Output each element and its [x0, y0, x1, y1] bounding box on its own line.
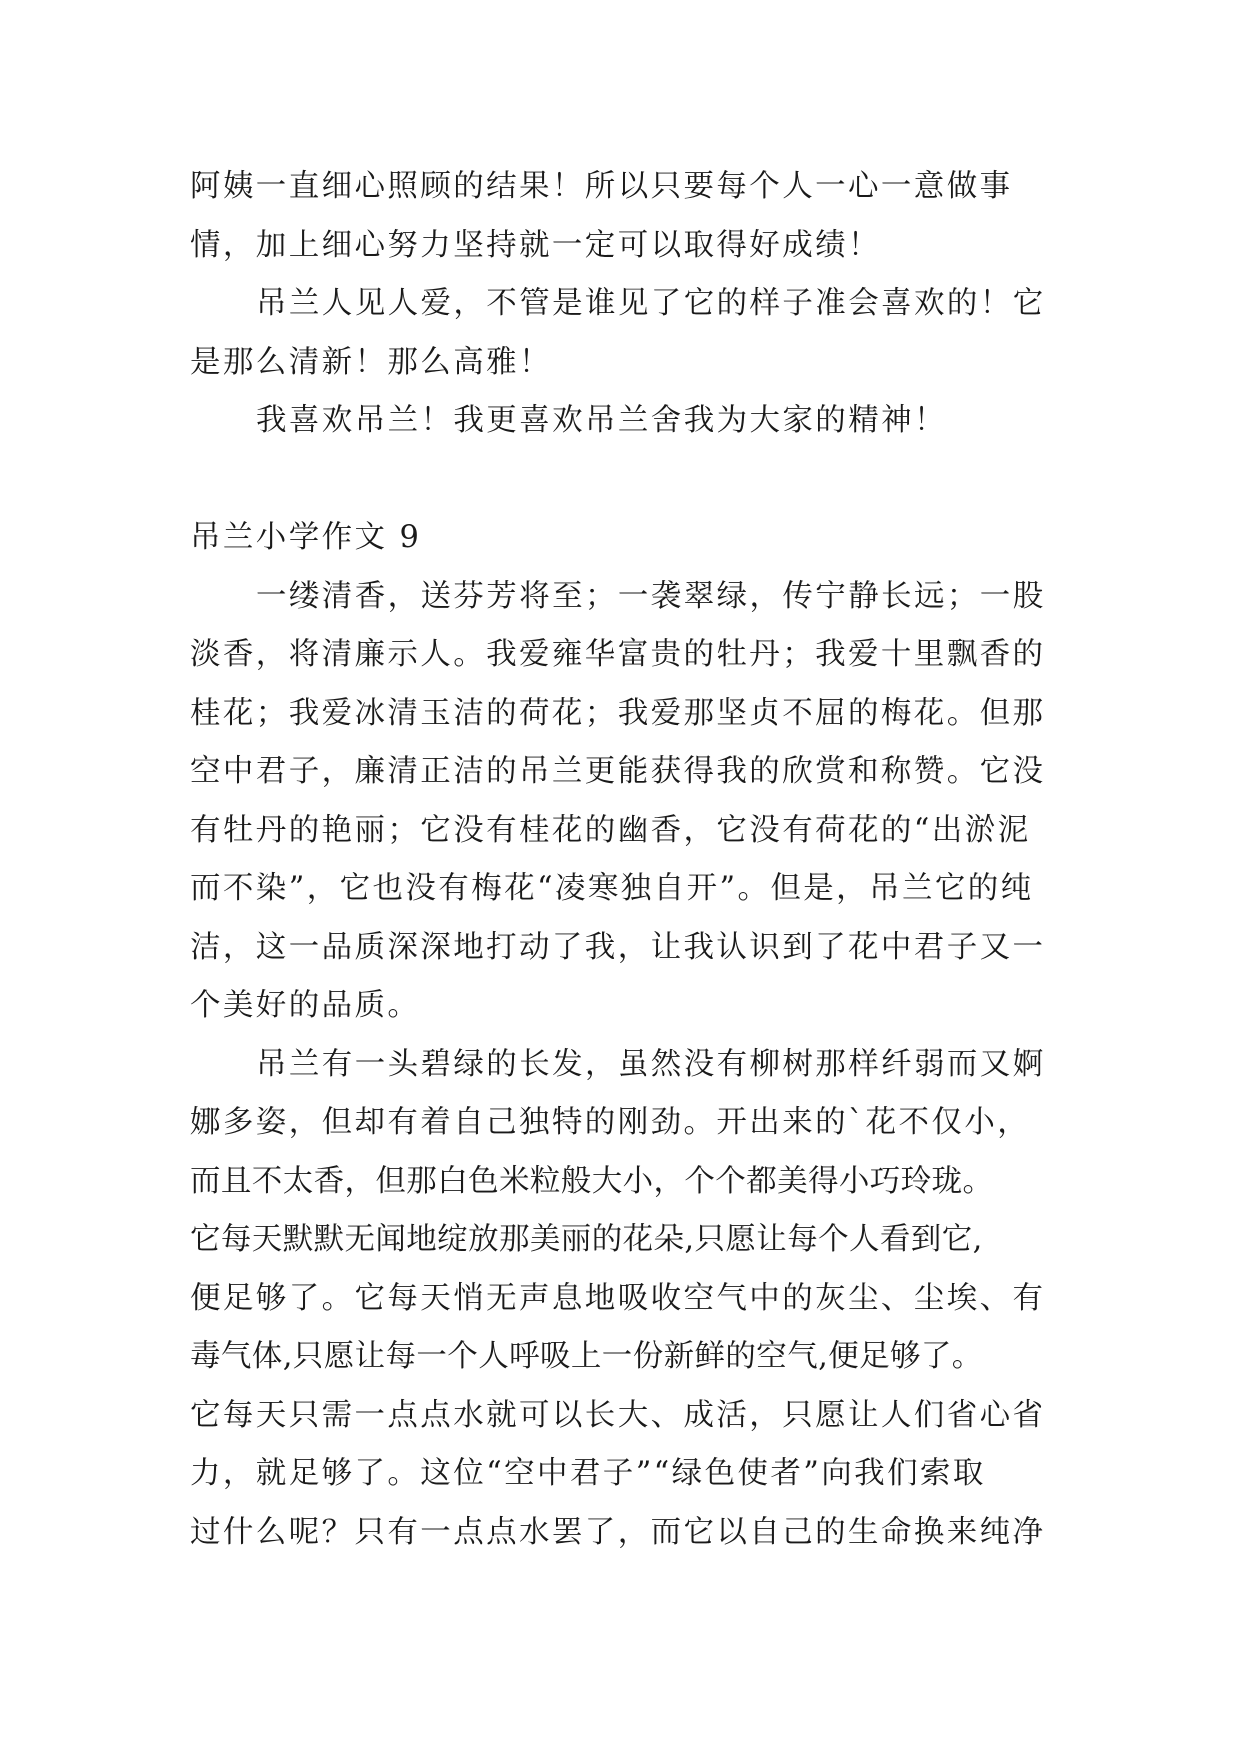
paragraph-line: 阿姨一直细心照顾的结果！所以只要每个人一心一意做事: [190, 169, 1013, 204]
paragraph-line: 淡香，将清廉示人。我爱雍华富贵的牡丹；我爱十里飘香的: [190, 637, 1046, 672]
paragraph-line: 洁，这一品质深深地打动了我，让我认识到了花中君子又一: [190, 929, 1046, 965]
paragraph-line: 它每天默默无闻地绽放那美丽的花朵,只愿让每个人看到它,: [190, 1222, 983, 1257]
document-body: [190, 158, 1060, 1562]
paragraph-line: 有牡丹的艳丽；它没有桂花的幽香，它没有荷花的“出淤泥: [190, 812, 1031, 848]
section-heading: 吊兰小学作文 9: [190, 520, 422, 555]
paragraph-line: 毒气体,只愿让每一个人呼吸上一份新鲜的空气,便足够了。: [190, 1339, 983, 1374]
paragraph-line: 个美好的品质。: [190, 988, 421, 1023]
paragraph-line: 我喜欢吊兰！我更喜欢吊兰舍我为大家的精神！: [256, 403, 947, 438]
paragraph-line: 一缕清香，送芬芳将至；一袭翠绿，传宁静长远；一股: [256, 578, 1046, 614]
paragraph-line: 便足够了。它每天悄无声息地吸收空气中的灰尘、尘埃、有: [190, 1280, 1046, 1316]
paragraph-line: 而不染”，它也没有梅花“凌寒独自开”。但是，吊兰它的纯: [190, 871, 1034, 906]
paragraph-line: 吊兰人见人爱，不管是谁见了它的样子准会喜欢的！它: [256, 286, 1046, 321]
paragraph-line: 是那么清新！那么高雅！: [190, 344, 552, 380]
paragraph-line: 空中君子，廉清正洁的吊兰更能获得我的欣赏和称赞。它没: [190, 754, 1046, 789]
paragraph-line: 而且不太香，但那白色米粒般大小，个个都美得小巧玲珑。: [190, 1163, 994, 1199]
paragraph-line: 力，就足够了。这位“空中君子”“绿色使者”向我们索取: [190, 1456, 986, 1491]
paragraph-line: 桂花；我爱冰清玉洁的荷花；我爱那坚贞不屈的梅花。但那: [190, 695, 1046, 731]
paragraph-line: 它每天只需一点点水就可以长大、成活，只愿让人们省心省: [190, 1397, 1046, 1433]
section-spacer: [190, 451, 1060, 510]
paragraph-line: 情，加上细心努力坚持就一定可以取得好成绩！: [190, 227, 881, 263]
paragraph-line: 过什么呢？只有一点点水罢了，而它以自己的生命换来纯净: [190, 1514, 1046, 1550]
paragraph-line: 吊兰有一头碧绿的长发，虽然没有柳树那样纤弱而又婀: [256, 1046, 1046, 1082]
paragraph-line: 娜多姿，但却有着自己独特的刚劲。开出来的`花不仅小，: [190, 1105, 1031, 1140]
